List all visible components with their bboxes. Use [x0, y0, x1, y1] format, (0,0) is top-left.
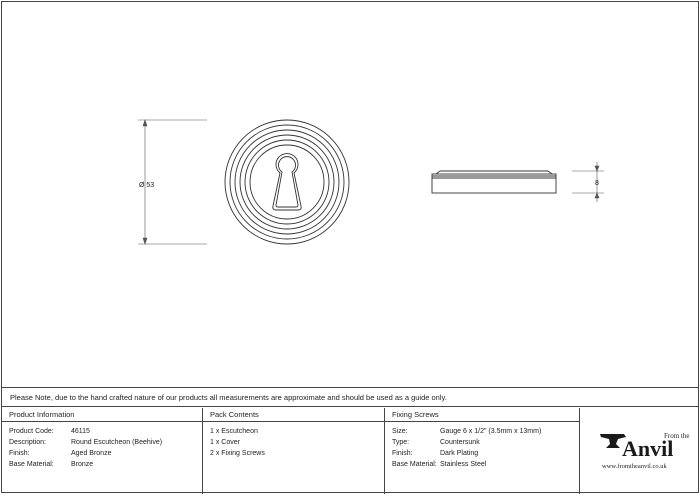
ring-2 [230, 125, 344, 239]
from-the-anvil-logo [580, 408, 698, 494]
logo-brand: Anvil [622, 436, 674, 461]
row-value: Round Escutcheon (Beehive) [71, 439, 163, 446]
pack-item: 1 x Escutcheon [210, 428, 258, 435]
ring-4 [240, 135, 334, 229]
drawing-canvas [2, 2, 700, 387]
row-label: Finish: [392, 450, 413, 457]
drawing-sheet [1, 1, 699, 493]
escutcheon-front-view [225, 120, 349, 244]
height-dimension [572, 162, 604, 202]
description-row [9, 437, 202, 448]
finish-row [392, 448, 579, 459]
row-value: Dark Plating [440, 450, 479, 457]
logo-graphic [580, 408, 698, 494]
ring-inner [250, 145, 324, 219]
technical-drawing [2, 2, 700, 387]
row-value: Stainless Steel [440, 461, 487, 468]
ring-5 [245, 140, 329, 224]
product-information-section [2, 408, 203, 494]
row-value: Gauge 6 x 1/2" (3.5mm x 13mm) [440, 428, 542, 435]
row-label: Size: [392, 428, 408, 435]
base-material-row [9, 459, 202, 470]
pack-item: 2 x Fixing Screws [210, 450, 265, 457]
row-value: Bronze [71, 461, 94, 468]
type-row [392, 437, 579, 448]
row-label: Type: [392, 439, 410, 446]
keyhole-inner-outline [276, 157, 298, 207]
diameter-label: Ø 53 [139, 182, 155, 189]
logo-tagline: From the [664, 432, 690, 440]
size-row [392, 426, 579, 437]
escutcheon-side-view [432, 171, 556, 193]
spec-table [2, 408, 698, 494]
row-label: Base Material: [392, 461, 437, 468]
row-value: Countersunk [440, 439, 480, 446]
row-value: Aged Bronze [71, 450, 112, 457]
height-label: 8 [595, 180, 599, 187]
fixing-screws-section [385, 408, 580, 494]
ring-outer [225, 120, 349, 244]
row-label: Description: [9, 439, 46, 446]
finish-row [9, 448, 202, 459]
pack-contents-section [203, 408, 385, 494]
logo-url: www.fromtheanvil.co.uk [602, 463, 667, 470]
row-label: Product Code: [9, 428, 54, 435]
fixing-screws-heading: Fixing Screws [385, 408, 579, 422]
base-material-row [392, 459, 579, 470]
disclaimer-note: Please Note, due to the hand crafted nature of our products all measurements are approximate and should be used as a guide only. [2, 387, 698, 407]
row-label: Finish: [9, 450, 30, 457]
row-value: 46115 [71, 428, 90, 435]
product-information-heading: Product Information [2, 408, 202, 422]
side-base [432, 174, 556, 193]
product-code-row [9, 426, 202, 437]
pack-contents-heading: Pack Contents [203, 408, 384, 422]
pack-item: 1 x Cover [210, 439, 240, 446]
ring-3 [235, 130, 339, 234]
row-label: Base Material: [9, 461, 54, 468]
